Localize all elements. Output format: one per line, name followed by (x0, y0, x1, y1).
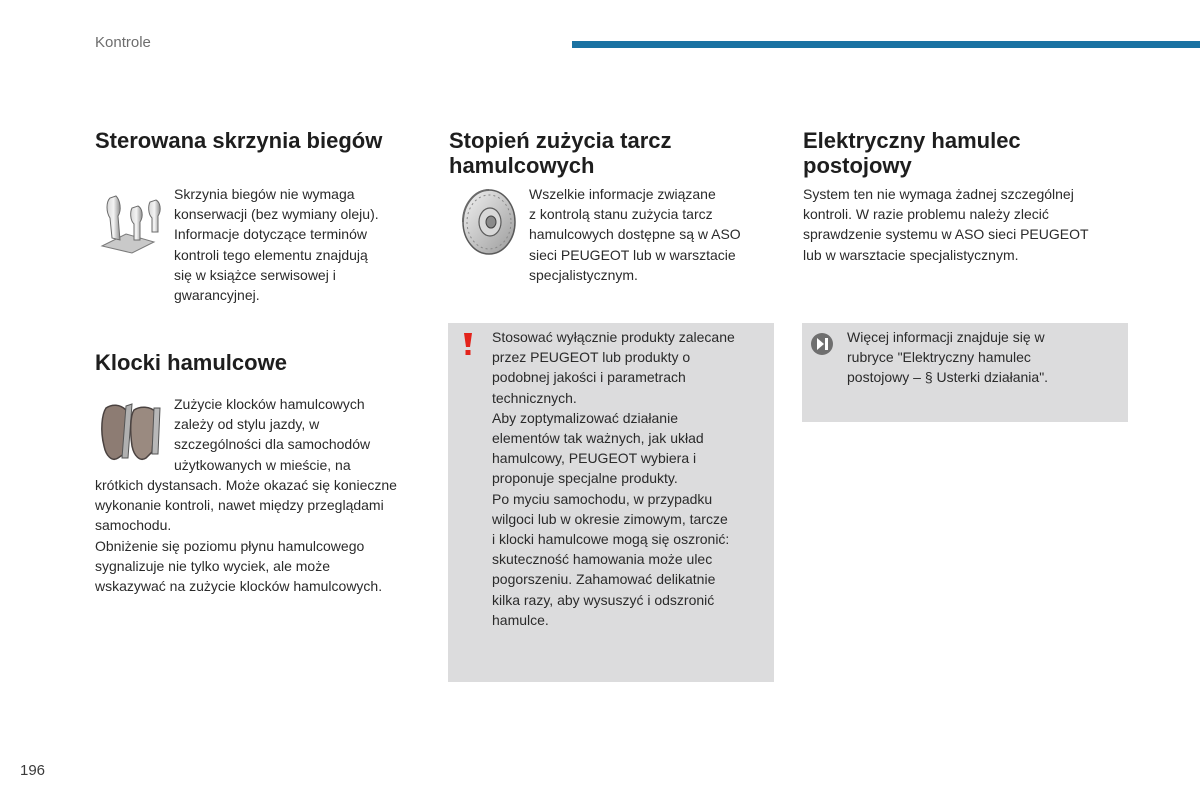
info-line: rubryce "Elektryczny hamulec (847, 349, 1031, 366)
discs-title (449, 128, 672, 178)
warning-line: pogorszeniu. Zahamować delikatnie (492, 571, 716, 588)
parking-brake-line: System ten nie wymaga żadnej szczególnej (803, 186, 1074, 202)
warning-line: Aby zoptymalizować działanie (492, 409, 678, 426)
warning-line: skuteczność hamowania może ulec (492, 551, 713, 568)
pads-line: krótkich dystansach. Może okazać się konieczne (95, 477, 397, 493)
gearbox-line: konserwacji (bez wymiany oleju). (174, 206, 379, 223)
parking-brake-title-line: Elektryczny hamulec (803, 128, 1021, 153)
pads-line: wskazywać na zużycie klocków hamulcowych. (95, 578, 383, 595)
discs-line: sieci PEUGEOT lub w warsztacie (529, 246, 736, 263)
warning-line: wilgoci lub w okresie zimowym, tarcze (492, 510, 728, 527)
warning-line: elementów tak ważnych, jak układ (492, 430, 704, 447)
header-accent-bar (572, 41, 1200, 48)
pads-line: Zużycie klocków hamulcowych (174, 396, 365, 412)
pads-line: zależy od stylu jazdy, w (174, 416, 320, 433)
pads-line: szczególności dla samochodów (174, 436, 371, 453)
discs-line: hamulcowych dostępne są w ASO (529, 226, 741, 243)
warning-line: technicznych. (492, 389, 577, 406)
warning-line: Po myciu samochodu, w przypadku (492, 490, 713, 507)
gearbox-line: Informacje dotyczące terminów (174, 226, 367, 243)
pads-line: użytkowanych w mieście, na (174, 456, 351, 473)
warning-line: hamulcowy, PEUGEOT wybiera i (492, 450, 697, 467)
exclamation-icon (462, 332, 474, 356)
parking-brake-title-line: postojowy (803, 153, 912, 178)
warning-line: kilka razy, aby wysuszyć i odszronić (492, 591, 715, 608)
warning-line: hamulce. (492, 611, 549, 628)
gearbox-line: kontroli tego elementu znajdują (174, 246, 368, 263)
warning-text (492, 327, 770, 630)
parking-brake-line: sprawdzenie systemu w ASO sieci PEUGEOT (803, 226, 1089, 243)
warning-line: przez PEUGEOT lub produkty o (492, 349, 691, 366)
skip-forward-icon (810, 332, 834, 356)
pads-line: Obniżenie się poziomu płynu hamulcowego (95, 537, 365, 554)
gearbox-line: Skrzynia biegów nie wymaga (174, 186, 355, 202)
discs-text (529, 184, 769, 285)
info-box (802, 323, 1128, 422)
parking-brake-line: kontroli. W razie problemu należy zlecić (803, 206, 1049, 223)
parking-brake-text (803, 184, 1133, 265)
discs-line: z kontrolą stanu zużycia tarcz (529, 206, 713, 223)
discs-title-line: hamulcowych (449, 153, 595, 178)
gearbox-text (174, 184, 424, 305)
parking-brake-line: lub w warsztacie specjalistycznym. (803, 246, 1019, 263)
warning-line: i klocki hamulcowe mogą się oszronić: (492, 531, 730, 548)
info-line: postojowy – § Usterki działania". (847, 369, 1049, 386)
discs-line: Wszelkie informacje związane (529, 186, 716, 202)
warning-box (448, 323, 774, 682)
gearbox-line: się w książce serwisowej i (174, 266, 336, 283)
pads-line: sygnalizuje nie tylko wyciek, ale może (95, 557, 330, 574)
parking-brake-title (803, 128, 1021, 178)
gearbox-title: Sterowana skrzynia biegów (95, 128, 383, 153)
pads-line: wykonanie kontroli, nawet między przeglądami (95, 497, 384, 514)
warning-line: Stosować wyłącznie produkty zalecane (492, 329, 735, 345)
section-label: Kontrole (95, 34, 151, 51)
info-text (847, 327, 1123, 388)
brake-pads-icon (98, 400, 162, 466)
page-number: 196 (20, 762, 46, 779)
gearbox-line: gwarancyjnej. (174, 287, 260, 304)
pads-line: samochodu. (95, 517, 172, 534)
pads-title: Klocki hamulcowe (95, 350, 287, 375)
info-line: Więcej informacji znajduje się w (847, 329, 1045, 345)
pads-text-full (95, 475, 425, 596)
discs-line: specjalistycznym. (529, 266, 638, 283)
brake-disc-icon (455, 184, 519, 256)
gear-lever-icon (96, 188, 166, 254)
pads-text-indented (174, 394, 424, 475)
warning-line: podobnej jakości i parametrach (492, 369, 686, 386)
warning-line: proponuje specjalne produkty. (492, 470, 678, 487)
discs-title-line: Stopień zużycia tarcz (449, 128, 672, 153)
